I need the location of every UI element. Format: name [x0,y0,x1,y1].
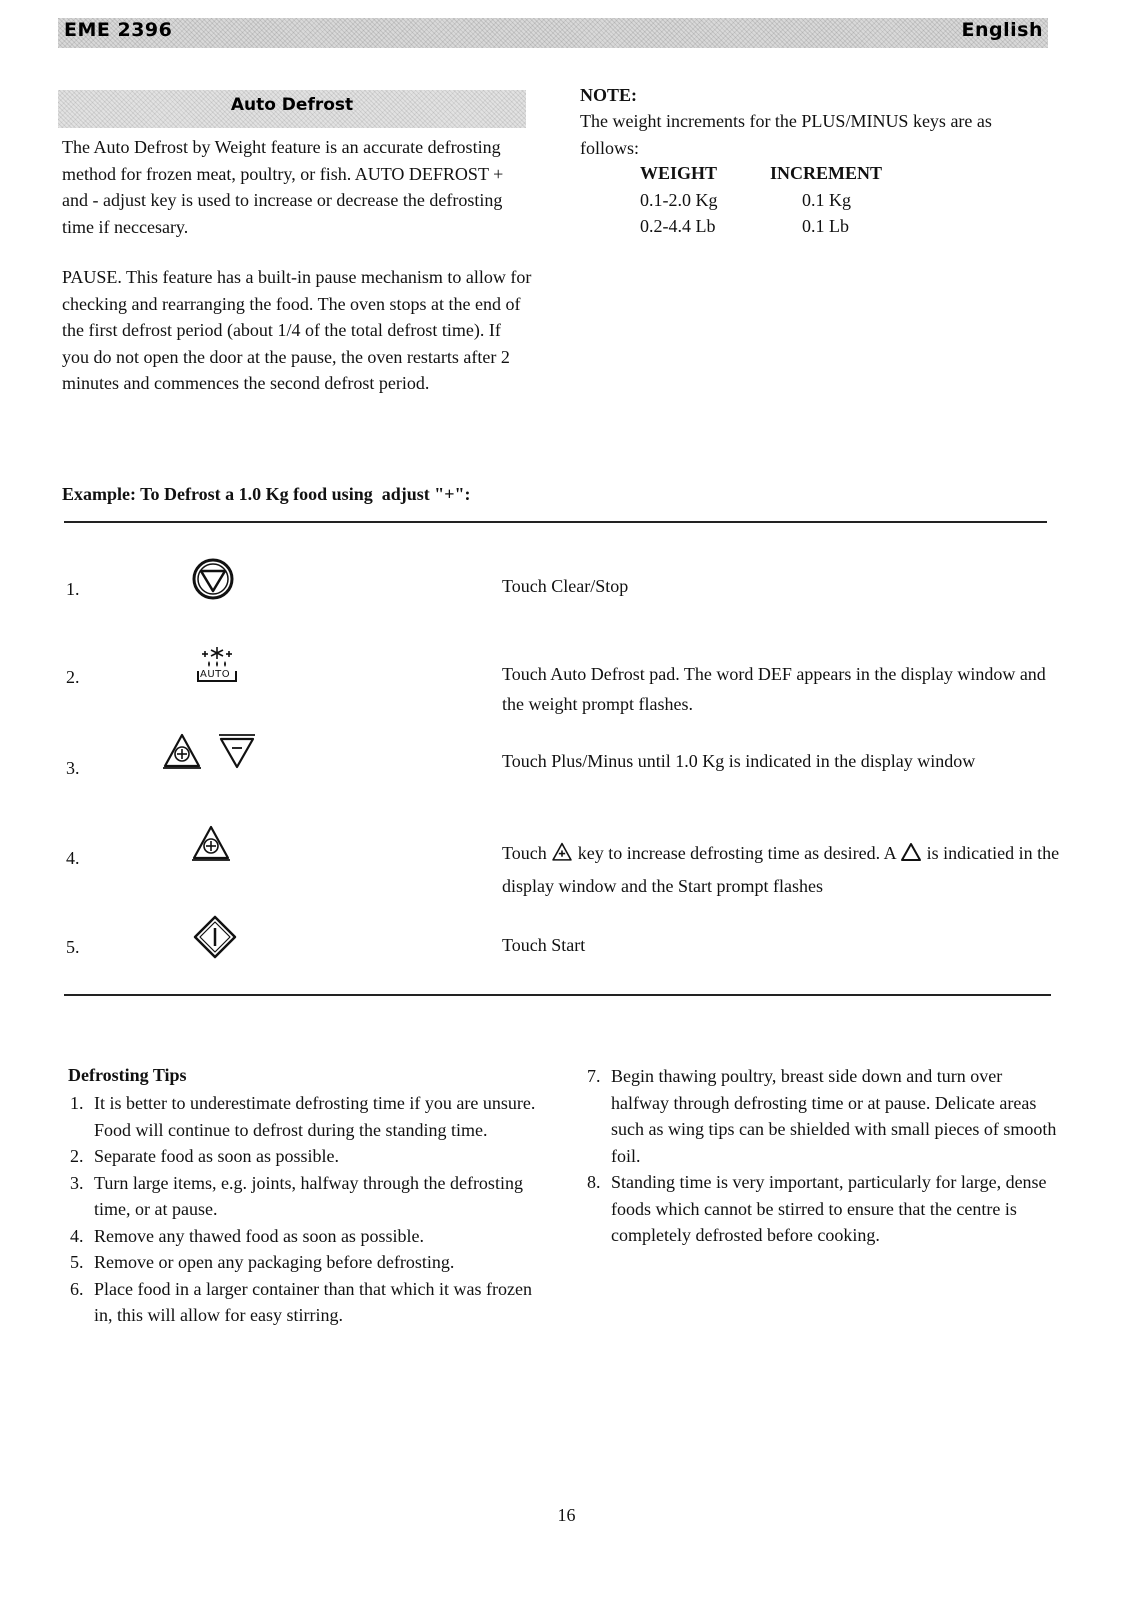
step-text-part: key to increase defrosting time as desired. A [577,843,896,863]
increment-table [640,160,910,240]
step-number: 3. [66,758,80,778]
tip-text: Begin thawing poultry, breast side down and turn over halfway through defrosting time or at pause. Delicate areas such as wing tips can be shielded with small pieces of smooth foil. [611,1066,1057,1166]
step-number: 1. [66,579,80,599]
weight-cell: 0.2-4.4 Lb [640,216,716,236]
tip-text: Remove or open any packaging before defrosting. [94,1252,455,1272]
tips-list-right [587,1063,1057,1249]
plus-icon [551,841,573,871]
tip-number: 3. [70,1172,84,1193]
step-text-part: is indicatied in the display window and the Start prompt flashes [502,843,1060,896]
tip-text: Standing time is very important, particularly for large, dense foods which cannot be stirred to ensure that the centre is completely defrosted before cooking. [611,1172,1047,1245]
header-band [58,18,1048,48]
step-text: Touch Plus/Minus until 1.0 Kg is indicated in the display window [502,751,976,771]
increment-cell: 0.1 Kg [802,189,851,210]
list-item [70,1249,550,1276]
note-text: The weight increments for the PLUS/MINUS keys are as follows: [580,111,992,158]
tips-heading: Defrosting Tips [68,1065,187,1085]
weight-cell: 0.1-2.0 Kg [640,189,718,210]
tip-number: 2. [70,1146,84,1166]
step-text-part: Touch [502,843,547,863]
list-item [70,1276,550,1329]
triangle-indicator-icon [900,841,922,871]
intro-paragraph: The Auto Defrost by Weight feature is an accurate defrosting method for frozen meat, poultry, or fish. AUTO DEFROST + and - adjust key is used to increase or decrease the defrosting time if neccesary. [62,137,504,237]
tip-text: It is better to underestimate defrosting time if you are unsure. Food will continue to defrost during the standing time. [94,1093,536,1140]
note-label: NOTE: [580,85,638,105]
increment-header: INCREMENT [770,163,883,183]
divider-bottom [64,994,1051,996]
list-item [70,1223,550,1250]
clear-stop-icon [191,557,235,606]
example-heading: Example: To Defrost a 1.0 Kg food using adjust "+": [62,484,471,504]
tip-text: Place food in a larger container than that which it was frozen in, this will allow for easy stirring. [94,1278,533,1325]
tip-text: Remove any thawed food as soon as possible. [94,1225,424,1246]
list-item [587,1169,1057,1249]
list-item [587,1063,1057,1169]
increment-cell: 0.1 Lb [802,216,849,236]
list-item [70,1143,550,1170]
step-number: 2. [66,667,80,687]
list-item [70,1170,550,1223]
step-text: Touch Auto Defrost pad. The word DEF appears in the display window and the weight prompt flashes. [502,664,1046,714]
step-text: Touch Clear/Stop [502,576,629,596]
tip-number: 5. [70,1252,84,1272]
start-icon [193,915,237,964]
minus-icon [217,732,257,775]
tip-text: Turn large items, e.g. joints, halfway through the defrosting time, or at pause. [94,1172,523,1219]
step-number: 5. [66,937,80,957]
tip-number: 6. [70,1278,84,1299]
tips-list-left [70,1090,550,1329]
pause-paragraph: PAUSE. This feature has a built-in pause mechanism to allow for checking and rearranging the food. The oven stops at the end of the first defrost period (about 1/4 of the total defrost time). If you do not open the door at the pause, the oven restarts after 2 minutes and commences the second defrost period. [62,267,532,393]
plus-icon [162,732,202,775]
tip-number: 1. [70,1093,84,1113]
auto-icon-label: AUTO [200,669,231,680]
list-item [70,1090,550,1143]
model-number: EME 2396 [64,19,173,41]
page-number: 16 [557,1505,576,1525]
section-title: Auto Defrost [230,95,354,115]
divider-top [64,521,1047,523]
step-number: 4. [66,848,80,868]
tip-number: 7. [587,1066,601,1086]
table-row [640,213,910,240]
weight-header: WEIGHT [640,163,718,183]
language-label: English [961,19,1043,41]
auto-defrost-icon [196,645,238,690]
table-row [640,187,910,214]
tip-number: 8. [587,1172,601,1192]
increment-table-header [640,160,910,187]
tip-text: Separate food as soon as possible. [94,1146,339,1166]
step-text [502,838,1062,901]
step-text: Touch Start [502,935,586,955]
tip-number: 4. [70,1225,84,1246]
plus-icon [191,824,231,867]
